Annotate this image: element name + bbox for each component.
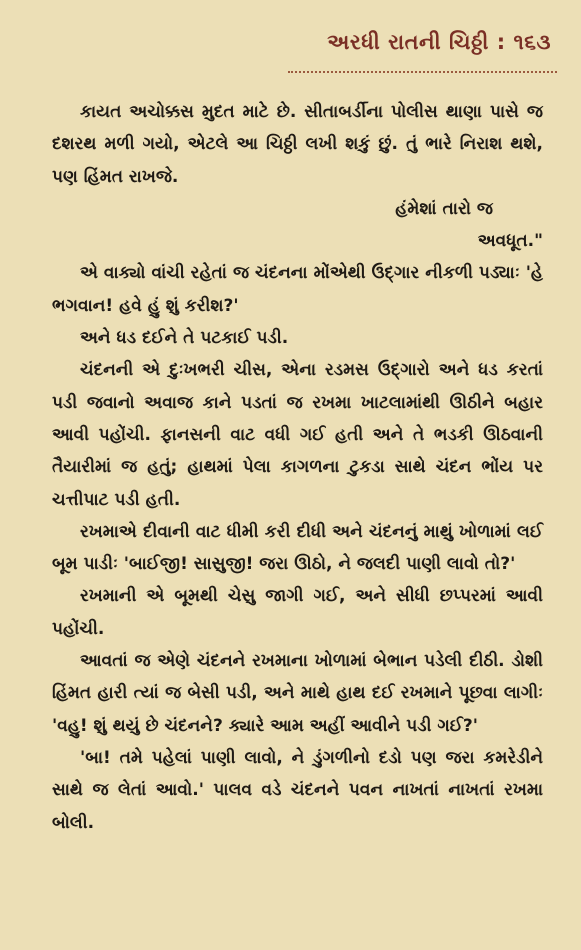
- paragraph: રખમાએ દીવાની વાટ ધીમી કરી દીધી અને ચંદનનું માથું ખોળામાં લઈ બૂમ પાડીઃ 'બાઈજી! સાસુજી! જરા ઊઠો, ને જલદી પાણી લાવો તો?': [52, 521, 543, 575]
- paragraph: આવતાં જ એણે ચંદનને રખમાના ખોળામાં બેભાન પડેલી દીઠી. ડોશી હિંમત હારી ત્યાં જ બેસી પડી, અને માથે હાથ દઈ રખમાને પૂછવા લાગીઃ 'વહુ! શું થયું છે ચંદનને? ક્યારે આમ અહીં આવીને પડી ગઈ?': [52, 651, 543, 736]
- paragraph: રખમાની એ બૂમથી ચેસુ જાગી ગઈ, અને સીધી છપ્પરમાં આવી પહોંચી.: [52, 586, 543, 639]
- page-body: [52, 96, 543, 839]
- paragraph: એ વાક્યો વાંચી રહેતાં જ ચંદનના મોંએથી ઉદ્ગાર નીકળી પડ્યાઃ 'હે ભગવાન! હવે હું શું કરીશ?': [52, 263, 543, 316]
- paragraph: ચંદનની એ દુઃખભરી ચીસ, એના રડમસ ઉદ્ગારો અને ધડ કરતાં પડી જવાનો અવાજ કાને પડતાં જ રખમા ખાટલામાંથી ઊઠીને બહાર આવી પહોંચી. ફાનસની વાટ વધી ગઈ હતી અને તે ભડકી ઊઠવાની તૈયારીમાં જ હતું; હાથમાં પેલા કાગળના ટુકડા સાથે ચંદન ભોંય પર ચત્તીપાટ પડી હતી.: [52, 360, 543, 510]
- paragraph: અને ધડ દઈને તે પટકાઈ પડી.: [80, 328, 289, 349]
- running-header: અરધી રાતની ચિઠ્ઠી : ૧૬૩: [327, 30, 551, 54]
- paragraph: કાયત અચોક્કસ મુદત માટે છે. સીતાબર્ડીના પોલીસ થાણા પાસે જ દશરથ મળી ગયો, એટલે આ ચિઠ્ઠી લખી શકું છું. તું ભારે નિરાશ થશે, પણ હિંમત રાખજે.: [52, 102, 543, 187]
- header-divider: [288, 71, 557, 73]
- letter-signature: અવધૂત.": [477, 231, 543, 252]
- letter-closing: હંમેશાં તારો જ: [395, 198, 493, 219]
- paragraph: 'બા! તમે પહેલાં પાણી લાવો, ને ડુંગળીનો દડો પણ જરા કમરેડીને સાથે જ લેતાં આવો.' પાલવ વડે ચંદનને પવન નાખતાં નાખતાં રખમા બોલી.: [52, 747, 543, 833]
